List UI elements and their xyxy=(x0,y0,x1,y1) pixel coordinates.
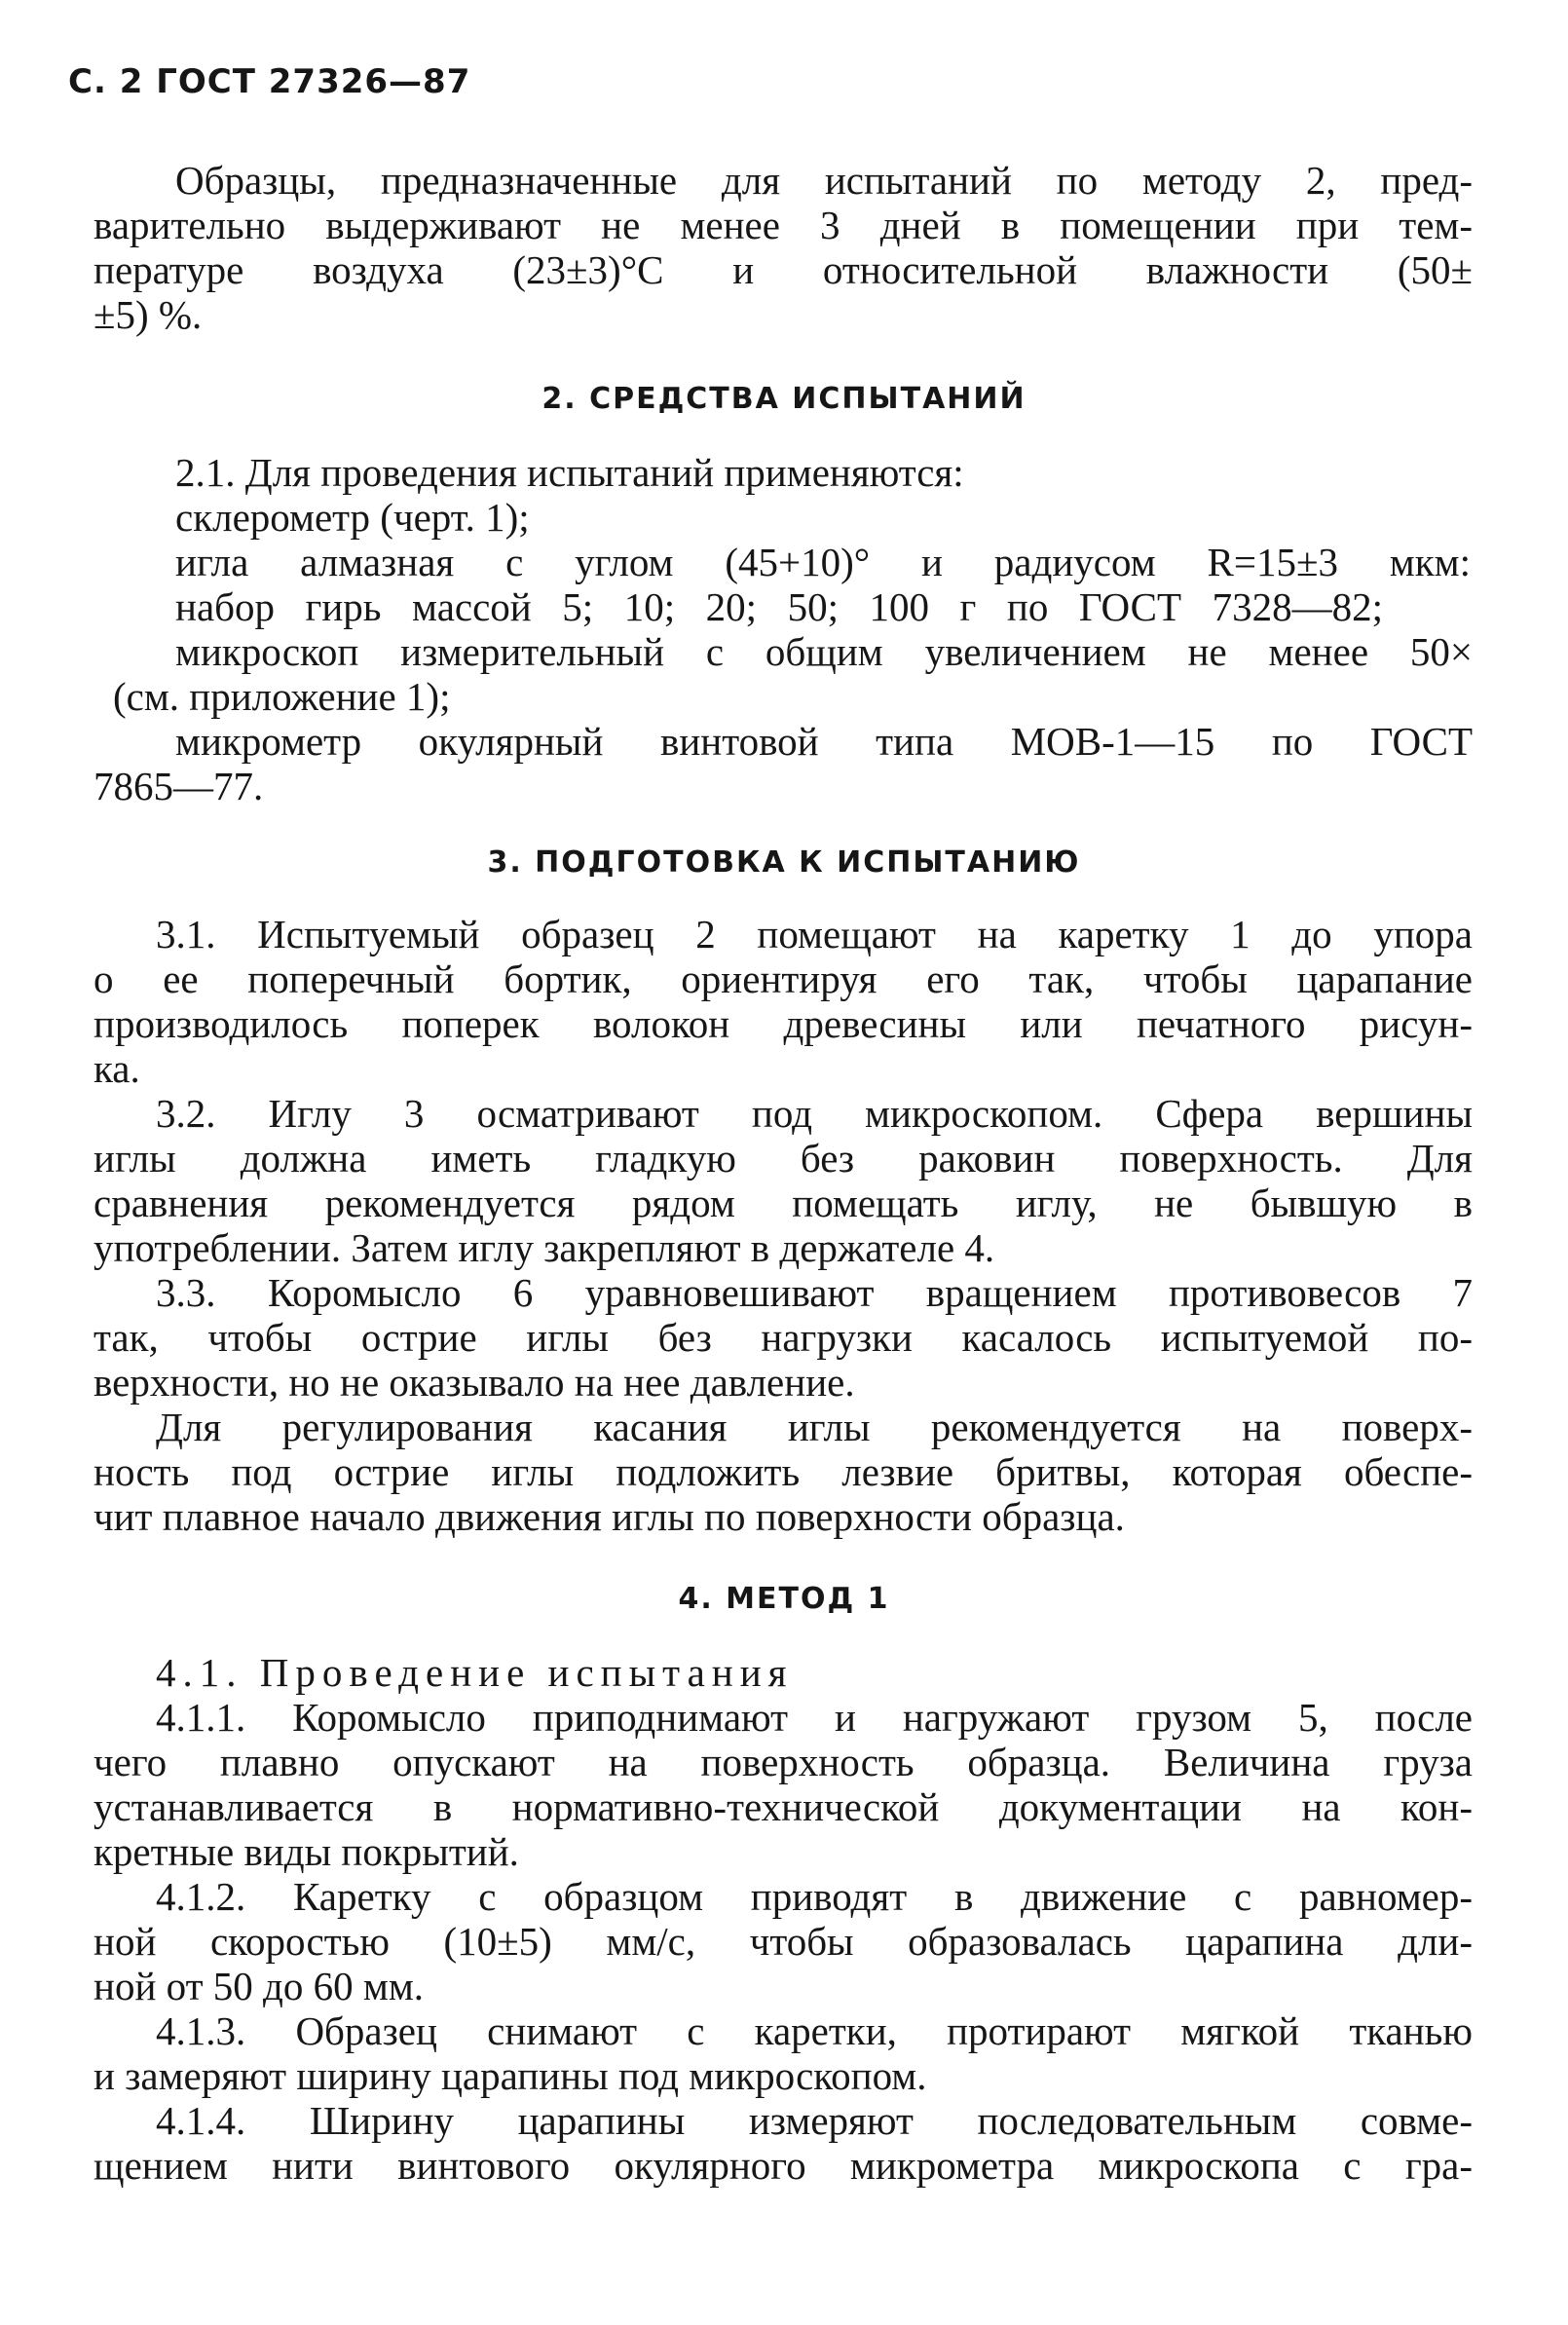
section-4-line: 4.1.1. Коромысло приподнимают и нагружают грузом 5, после xyxy=(156,1695,1473,1740)
section-2-line: игла алмазная с углом (45+10)° и радиусом R=15±3 мкм: xyxy=(175,540,1471,584)
section-3-line: ность под острие иглы подложить лезвие бритвы, которая обеспе- xyxy=(93,1449,1473,1494)
intro-line: Образцы, предназначенные для испытаний по методу 2, пред- xyxy=(175,158,1473,203)
subsection-heading: 4.1. Проведение испытания xyxy=(156,1650,794,1695)
section-3-line: ка. xyxy=(93,1046,140,1091)
section-4-line: кретные виды покрытий. xyxy=(93,1829,519,1874)
section-2-line: микроскоп измерительный с общим увеличением не менее 50× xyxy=(175,629,1473,674)
section-3-line: употреблении. Затем иглу закрепляют в держателе 4. xyxy=(93,1225,995,1270)
section-3-line: сравнения рекомендуется рядом помещать иглу, не бывшую в xyxy=(93,1181,1473,1225)
section-2-line: 7865—77. xyxy=(93,764,264,808)
section-4-line: ной от 50 до 60 мм. xyxy=(93,1964,425,2008)
section-4-line: устанавливается в нормативно-технической документации на кон- xyxy=(93,1784,1473,1829)
section-3-line: чит плавное начало движения иглы по поверхности образца. xyxy=(93,1494,1125,1539)
section-2-title: 2. СРЕДСТВА ИСПЫТАНИЙ xyxy=(541,382,1027,416)
section-4-line: 4.1.3. Образец снимают с каретки, протирают мягкой тканью xyxy=(156,2008,1473,2053)
section-3-line: верхности, но не оказывало на нее давление. xyxy=(93,1360,855,1405)
section-3-line: производилось поперек волокон древесины или печатного рисун- xyxy=(93,1001,1473,1046)
section-2-line: (см. приложение 1); xyxy=(113,674,451,719)
section-3-line: так, чтобы острие иглы без нагрузки касалось испытуемой по- xyxy=(93,1315,1473,1360)
section-4-line: и замеряют ширину царапины под микроскопом. xyxy=(93,2053,927,2098)
section-4-line: ной скоростью (10±5) мм/с, чтобы образовалась царапина дли- xyxy=(93,1919,1473,1964)
section-3-title: 3. ПОДГОТОВКА К ИСПЫТАНИЮ xyxy=(487,845,1081,880)
section-3-line: Для регулирования касания иглы рекомендуется на поверх- xyxy=(156,1405,1473,1449)
intro-line: варительно выдерживают не менее 3 дней в помещении при тем- xyxy=(93,203,1473,247)
section-4-title: 4. МЕТОД 1 xyxy=(678,1582,890,1616)
section-3-line: 3.3. Коромысло 6 уравновешивают вращением противовесов 7 xyxy=(156,1270,1473,1315)
section-3-line: о ее поперечный бортик, ориентируя его так, чтобы царапание xyxy=(93,956,1473,1001)
section-3-line: 3.2. Иглу 3 осматривают под микроскопом. Сфера вершины xyxy=(156,1091,1473,1136)
section-2-line: 2.1. Для проведения испытаний применяются: xyxy=(175,450,964,495)
section-3-line: иглы должна иметь гладкую без раковин поверхность. Для xyxy=(93,1136,1473,1181)
section-2-line: микрометр окулярный винтовой типа МОВ-1—15 по ГОСТ xyxy=(175,719,1473,764)
intro-line: пературе воздуха (23±3)°С и относительной влажности (50± xyxy=(93,247,1473,292)
section-3-line: 3.1. Испытуемый образец 2 помещают на каретку 1 до упора xyxy=(156,912,1473,956)
running-header: С. 2 ГОСТ 27326—87 xyxy=(68,62,471,101)
section-4-line: 4.1.4. Ширину царапины измеряют последовательным совме- xyxy=(156,2098,1473,2143)
section-2-line: набор гирь массой 5; 10; 20; 50; 100 г по ГОСТ 7328—82; xyxy=(175,584,1383,629)
intro-line: ±5) %. xyxy=(93,292,203,337)
section-2-line: склерометр (черт. 1); xyxy=(175,495,530,540)
section-4-line: щением нити винтового окулярного микрометра микроскопа с гра- xyxy=(93,2143,1473,2188)
section-4-line: 4.1.2. Каретку с образцом приводят в движение с равномер- xyxy=(156,1874,1473,1919)
section-4-line: чего плавно опускают на поверхность образца. Величина груза xyxy=(93,1740,1473,1784)
